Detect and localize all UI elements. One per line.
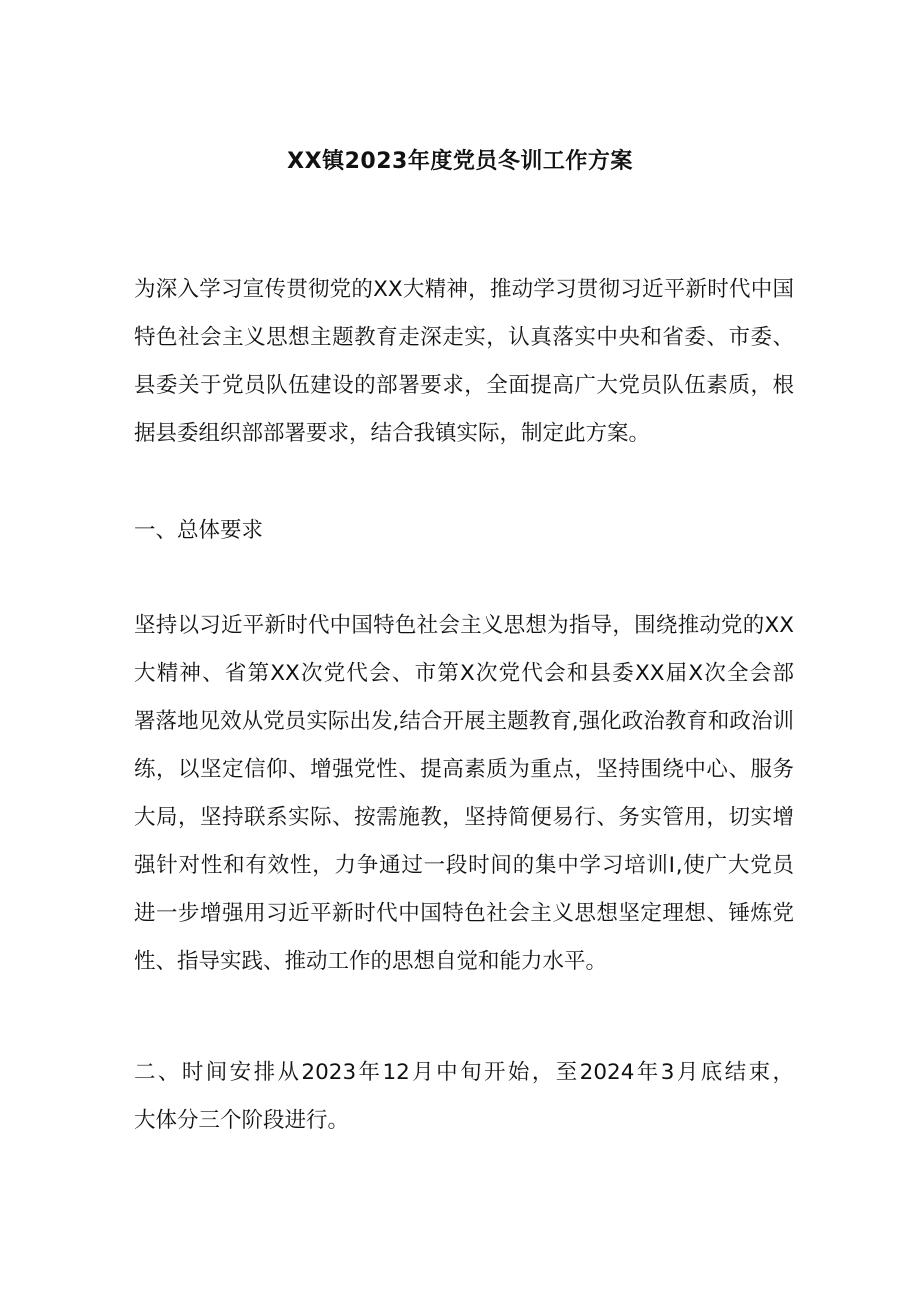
section-heading (134, 507, 794, 555)
paragraph-line: 大精神、省第XX次党代会、市第X次党代会和县委XX届X次全会部 (134, 661, 794, 686)
paragraph-line: 进一步增强用习近平新时代中国特色社会主义思想坚定理想、锤炼党 (134, 901, 794, 926)
paragraph-line: 署落地见效从党员实际出发,结合开展主题教育,强化政治教育和政治训 (134, 709, 794, 734)
requirements-paragraph (134, 602, 794, 986)
paragraph-line: 特色社会主义思想主题教育走深走实，认真落实中央和省委、市委、 (134, 325, 794, 350)
paragraph-line: 强针对性和有效性，力争通过一段时间的集中学习培训Ⅰ,使广大党员 (134, 853, 794, 878)
paragraph-line: 县委关于党员队伍建设的部署要求，全面提高广大党员队伍素质，根 (134, 373, 794, 398)
paragraph-line: 性、指导实践、推动工作的思想自觉和能力水平。 (134, 949, 608, 974)
intro-paragraph (134, 266, 794, 458)
paragraph-line: 大体分三个阶段进行。 (134, 1108, 350, 1133)
section-heading-text: 一、总体要求 (134, 518, 264, 543)
schedule-paragraph (134, 1049, 794, 1145)
document-title: XX镇2023年度党员冬训工作方案 (287, 149, 633, 174)
paragraph-line: 为深入学习宣传贯彻党的XX大精神，推动学习贯彻习近平新时代中国 (134, 277, 794, 302)
paragraph-line: 大局，坚持联系实际、按需施教，坚持简便易行、务实管用，切实增 (134, 805, 794, 830)
paragraph-line: 练，以坚定信仰、增强党性、提高素质为重点，坚持围绕中心、服务 (134, 757, 794, 782)
paragraph-line: 据县委组织部部署要求，结合我镇实际，制定此方案。 (134, 421, 651, 446)
paragraph-line: 坚持以习近平新时代中国特色社会主义思想为指导，围绕推动党的XX (134, 613, 794, 638)
paragraph-line: 二、时间安排从2023年12月中旬开始，至2024年3月底结束， (134, 1060, 794, 1085)
